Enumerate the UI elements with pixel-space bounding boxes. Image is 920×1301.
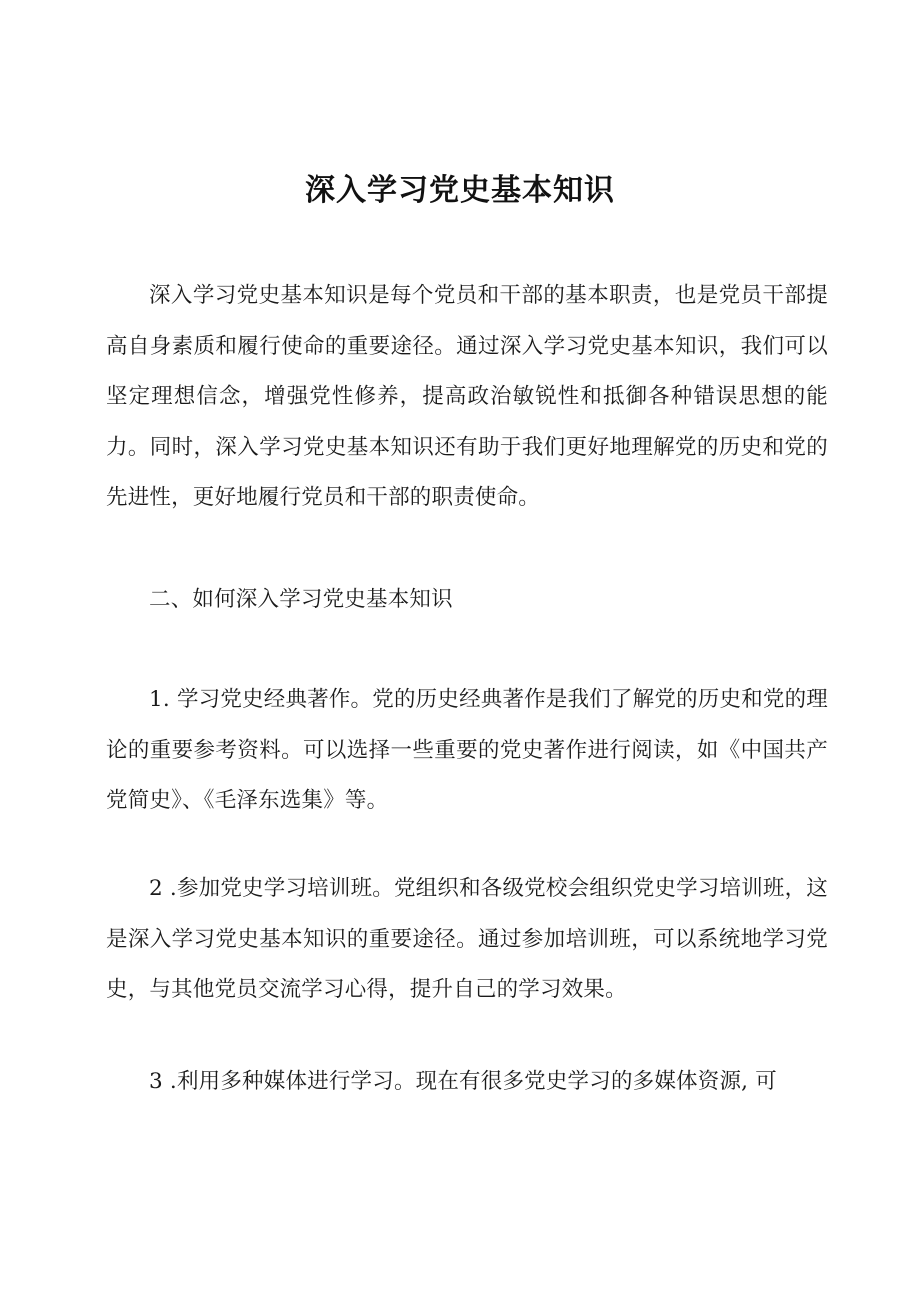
method-paragraph-3: 3 .利用多种媒体进行学习。现在有很多党史学习的多媒体资源, 可	[149, 1069, 777, 1094]
document-title: 深入学习党史基本知识	[305, 173, 615, 208]
method-paragraph-2: 2 .参加党史学习培训班。党组织和各级党校会组织党史学习培训班，这是深入学习党史基本知识的重要途径。通过参加培训班，可以系统地学习党史，与其他党员交流学习心得，提升自己的学习效果。	[106, 876, 828, 1002]
intro-paragraph: 深入学习党史基本知识是每个党员和干部的基本职责，也是党员干部提高自身素质和履行使命的重要途径。通过深入学习党史基本知识，我们可以坚定理想信念，增强党性修养，提高政治敏锐性和抵御各种错误思想的能力。同时，深入学习党史基本知识还有助于我们更好地理解党的历史和党的先进性，更好地履行党员和干部的职责使命。	[106, 283, 828, 510]
section-heading: 二、如何深入学习党史基本知识	[149, 587, 453, 612]
method-paragraph-1: 1. 学习党史经典著作。党的历史经典著作是我们了解党的历史和党的理论的重要参考资料。可以选择一些重要的党史著作进行阅读，如《中国共产党简史》、《毛泽东选集》等。	[106, 687, 828, 813]
